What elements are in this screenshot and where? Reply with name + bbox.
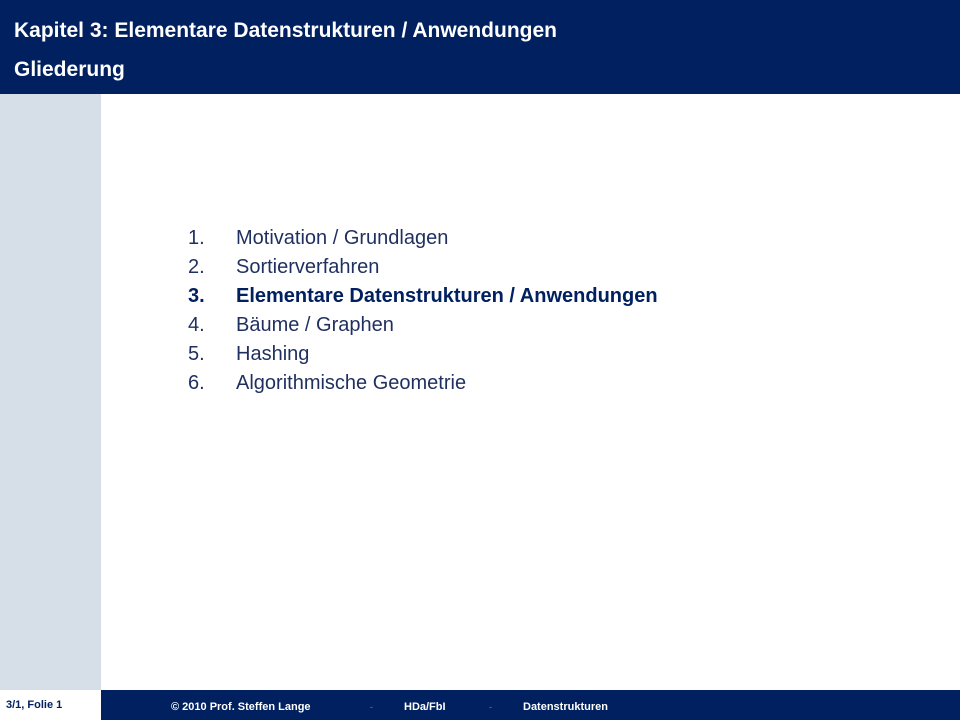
outline-item-label: Sortierverfahren [236,256,380,278]
outline-item-number: 5. [188,343,205,365]
footer-slide-info [0,690,101,720]
outline-item-label: Elementare Datenstrukturen / Anwendungen [236,285,658,307]
outline-item-label: Bäume / Graphen [236,314,394,336]
footer-separator: - [489,702,492,712]
slide-title: Kapitel 3: Elementare Datenstrukturen / Anwendungen [14,19,557,42]
footer-separator: - [370,702,373,712]
sidebar-panel [0,94,101,690]
footer-copyright: © 2010 Prof. Steffen Lange [171,701,311,713]
outline-item-number: 2. [188,256,205,278]
outline-item-number: 4. [188,314,205,336]
slide-subtitle: Gliederung [14,58,125,81]
outline-item-number: 1. [188,227,205,249]
outline-item-number: 6. [188,372,205,394]
footer-institution: HDa/FbI [404,701,446,713]
footer-course: Datenstrukturen [523,701,608,713]
outline-item-label: Hashing [236,343,310,365]
outline-item-label: Motivation / Grundlagen [236,227,449,249]
slide-header [0,0,960,94]
outline-item-label: Algorithmische Geometrie [236,372,467,394]
footer-bar [101,690,960,720]
outline-item-number: 3. [188,285,205,307]
slide-number: 3/1, Folie 1 [6,699,63,711]
